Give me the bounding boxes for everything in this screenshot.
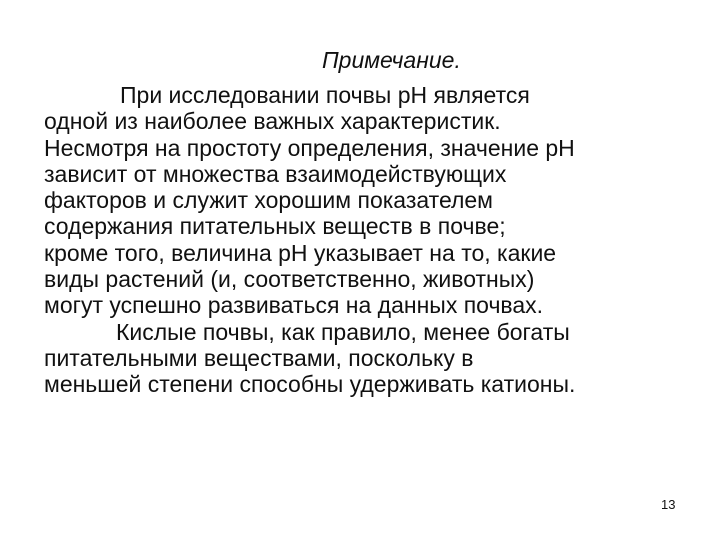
body-line: кроме того, величина рН указывает на то, какие (44, 239, 557, 266)
body-line: содержания питательных веществ в почве; (44, 213, 506, 240)
note-body (44, 82, 704, 398)
note-heading: Примечание. (322, 47, 461, 73)
body-line: зависит от множества взаимодействующих (44, 160, 507, 187)
body-line: могут успешно развиваться на данных почвах. (44, 292, 544, 319)
body-line: меньшей степени способны удерживать катионы. (44, 371, 576, 398)
body-line: При исследовании почвы рН является (120, 82, 530, 108)
page-number: 13 (661, 497, 676, 512)
body-line: факторов и служит хорошим показателем (44, 187, 493, 214)
body-line: одной из наиболее важных характеристик. (44, 108, 501, 135)
body-line: виды растений (и, соответственно, животных) (44, 266, 535, 293)
body-line: питательными веществами, поскольку в (44, 344, 474, 371)
body-line: Несмотря на простоту определения, значение рН (44, 134, 575, 161)
body-line: Кислые почвы, как правило, менее богаты (116, 318, 570, 345)
